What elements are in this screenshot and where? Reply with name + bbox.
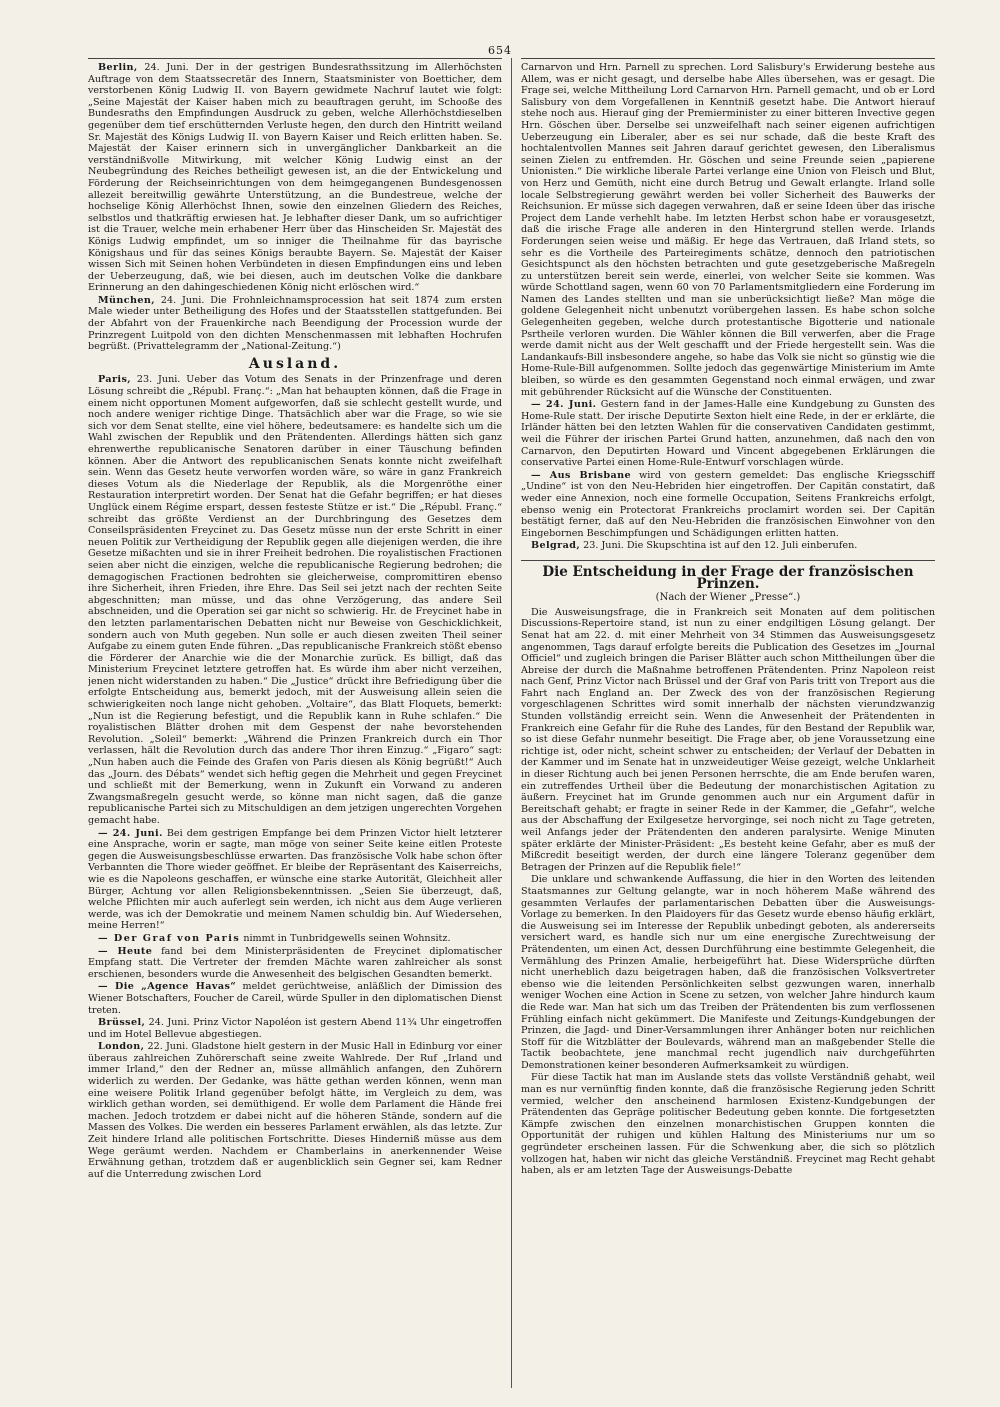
paragraph-text: 24. Juni. Der in der gestrigen Bundesrathssitzung im Allerhöchsten Auftrage von dem Staatssecretär des Innern, Staatsminister von Boetticher, dem verstorbenen König Ludwig II. von Bayern gewidmete Nachruf lautet wie folgt: „Seine Majestät der Kaiser haben mich zu beauftragen geruht, im Schooße des Bundesraths den Empfindungen Ausdruck zu geben, welche Allerhöchstdieselben gegenüber dem tief erschütternden Verluste hegen, den durch den Hintritt weiland Sr. Majestät des Königs Ludwig II. von Bayern Kaiser und Reich erlitten haben. Se. Majestät der Kaiser erinnern sich in unvergänglicher Dankbarkeit an die verständnißvolle Mitwirkung, mit welcher König Ludwig einst an der Neubegründung des Reiches betheiligt gewesen ist, an die der Entwickelung und Förderung der Reichseinrichtungen von dem heimgegangenen Bundesgenossen allezeit bereitwillig gewährte Unterstützung, an die Bundestreue, welche der hochselige König Allerhöchst Ihnen, sowie den einzelnen Gliedern des Reiches, selbstlos und thatkräftig erwiesen hat. Je lebhafter dieser Dank, um so aufrichtiger ist die Trauer, welche mein erhabener Herr über das Hinscheiden Sr. Majestät des Königs Ludwig empfindet, um so inniger die Theilnahme für das bayrische Königshaus und für das seines Königs beraubte Bayern. Se. Majestät der Kaiser wissen Sich mit Seinen hohen Verbündeten in diesen Empfindungen eins und leben der Ueberzeugung, daß, wie bei diesen, auch im deutschen Volke die dankbare Erinnerung an den dahingeschiedenen König nicht erlöschen wird.“ — [88, 62, 502, 294]
dateline: Berlin, — [98, 62, 138, 73]
top-rule — [521, 58, 935, 59]
dateline: — Aus Brisbane — [531, 469, 631, 481]
dateline: München, — [98, 294, 156, 306]
dateline: — Der Graf von Paris — [98, 932, 241, 944]
news-paragraph — [88, 1017, 502, 1040]
right-column — [521, 58, 935, 1398]
article-paragraph: Für diese Tactik hat man im Auslande stets das vollste Verständniß gehabt, weil man es nur vernünftig finden konnte, daß die französische Regierung jeden Schritt vermied, welcher den anscheinend harmlosen Existenz-Kundgebungen der Prätendenten das Gepräge politischer Bedeutung geben konnte. Die fortgesetzten Kämpfe zwischen den einzelnen monarchistischen Gruppen konnten die Opportunität der ruhigen und kühlen Haltung des Ministeriums nur um so gegründeter erscheinen lassen. Für die Schwenkung aber, die sich so plötzlich vollzogen hat, haben wir nicht das gleiche Verständniß. Freycinet mag Recht gehabt haben, als er am letzten Tage der Ausweisungs-Debatte — [521, 1072, 935, 1177]
page-number: 654 — [488, 44, 512, 57]
news-paragraph — [88, 946, 502, 981]
dateline: — 24. Juni. — [531, 399, 597, 411]
news-paragraph — [88, 981, 502, 1016]
left-column — [88, 58, 502, 1398]
paragraph-text: Gestern fand in der James-Halle eine Kundgebung zu Gunsten des Home-Rule statt. Der irische Deputirte Sexton hielt eine Rede, in der er erklärte, die Irländer hätten bei den letzten Wahlen für die conservativen Candidaten gestimmt, weil die Führer der irischen Partei Grund hatten, anzunehmen, daß nach den von Carnarvon, den Deputirten Howard und Vincent abgegebenen Erklärungen die conservative Partei einen Home-Rule-Entwurf vorschlagen würde. — [521, 399, 935, 469]
news-paragraph — [88, 295, 502, 353]
dateline: London, — [98, 1041, 145, 1053]
dateline: — 24. Juni. — [98, 827, 163, 839]
news-paragraph — [88, 62, 502, 294]
column-divider — [511, 58, 512, 1388]
dateline: Belgrad, — [531, 540, 581, 552]
paragraph-text: 24. Juni. Prinz Victor Napoléon ist gestern Abend 11¾ Uhr eingetroffen und im Hotel Bellevue abgestiegen. — [88, 1017, 502, 1040]
news-paragraph — [521, 399, 935, 469]
news-paragraph — [521, 470, 935, 540]
section-heading-ausland: Ausland. — [248, 355, 342, 372]
news-paragraph — [521, 62, 935, 398]
dateline: Paris, — [98, 374, 132, 386]
top-rule — [88, 58, 502, 59]
news-paragraph — [88, 828, 502, 932]
article-source: (Nach der Wiener „Presse“.) — [655, 592, 801, 604]
paragraph-text: nimmt in Tunbridgewells seinen Wohnsitz. — [243, 932, 451, 944]
dateline: — Heute — [98, 945, 153, 957]
dateline: — Die „Agence Havas“ — [98, 981, 237, 993]
paragraph-text: Bei dem gestrigen Empfange bei dem Prinzen Victor hielt letzterer eine Ansprache, worin er sagte, man möge von seiner Seite keine eitlen Proteste gegen die Ausweisungsbeschlüsse erwarten. Das französische Volk habe schon öfter Verbannten die Thore wieder geöffnet. Er bleibe der Repräsentant des Kaiserreichs, wie es die Napoleons geschaffen, er wünsche eine starke Autorität, Gleichheit aller Bürger, Achtung vor allen Religionsbekenntnissen. „Seien Sie überzeugt, daß, welche Pflichten mir auch auferlegt sein werden, ich nicht aus dem Auge verlieren werde, was ich der Demokratie und meinem Namen schuldig bin. Auf Wiedersehen, meine Herren!“ — [88, 827, 502, 932]
paragraph-text: wird von gestern gemeldet: Das englische Kriegsschiff „Undine“ ist von den Neu-Hebriden hier eingetroffen. Der Capitän constatirt, daß weder eine Annexion, noch eine formelle Occupation, Seitens Frankreichs erfolgt, ebenso wenig ein Protectorat Frankreichs proclamirt worden sei. Der Capitän bestätigt ferner, daß auf den Neu-Hebriden die französischen Einwohner von den Eingebornen Beschimpfungen und Schädigungen erlitten hatten. — [521, 469, 935, 539]
paragraph-text: meldet gerüchtweise, anläßlich der Dimission des Wiener Botschafters, Foucher de Careil, würde Spuller in den diplomatischen Dienst treten. — [88, 981, 502, 1016]
news-paragraph — [521, 540, 935, 552]
paragraph-text: 22. Juni. Gladstone hielt gestern in der Music Hall in Edinburg vor einer überaus zahlreichen Zuhörerschaft seine zweite Wahlrede. Der Ruf „Irland und immer Irland,“ den der Redner an, müsse allmählich anfangen, den Zuhörern widerlich zu werden. Der Gedanke, was hätte gethan werden können, wenn man eine weisere Politik Irland gegenüber befolgt hätte, im Vergleich zu dem, was wirklich gethan worden, sei demüthigend. Er wolle dem Parlament die Hände frei machen. Jedoch trotzdem er dabei nicht auf die höheren Stände, sondern auf die Massen des Volkes. Die werden ein besseres Parlament erwählen, als das letzte. Zur Zeit hindere Irland alle politischen Fortschritte. Dieses Hinderniß müsse aus dem Wege geräumt werden. Nachdem er Chamberlains in anerkennender Weise Erwähnung gethan, trotzdem daß er augenblicklich sein Gegner sei, kam Redner auf die Unterredung zwischen Lord — [88, 1041, 502, 1180]
dateline: Brüssel, — [98, 1017, 146, 1029]
news-paragraph — [88, 933, 502, 945]
article-paragraph: Die Ausweisungsfrage, die in Frankreich seit Monaten auf dem politischen Discussions-Repertoire stand, ist nun zu einer endgiltigen Lösung gelangt. Der Senat hat am 22. d. mit einer Mehrheit von 34 Stimmen das Ausweisungsgesetz angenommen, Tags darauf erfolgte bereits die Publication des Gesetzes im „Journal Officiel“ und zugleich bringen die Pariser Blätter auch schon Mittheilungen über die Abreise der durch die Maßnahme betroffenen Prätendenten. Prinz Napoleon reist nach Genf, Prinz Victor nach Brüssel und der Graf von Paris tritt von Treport aus die Fahrt nach England an. Der Zweck des von der französischen Regierung vorgeschlagenen Schrittes wird somit innerhalb der nächsten vierundzwanzig Stunden vollständig erreicht sein. Wenn die Anwesenheit der Prätendenten in Frankreich eine Gefahr für die Ruhe des Landes, für den Bestand der Republik war, so ist diese Gefahr nunmehr beseitigt. Die Frage aber, ob jene Voraussetzung eine richtige ist, oder nicht, scheint schwer zu entscheiden; der Verlauf der Debatten in der Kammer und im Senate hat in unzweideutiger Weise gezeigt, welche Unklarheit in dieser Richtung auch bei jenen Personen herrschte, die am Ende berufen waren, ein zutreffendes Urtheil über die Bedeutung der monarchistischen Agitation zu äußern. Freycinet hat im Grunde genommen auch nur ein Argument dafür in Bereitschaft gehabt; er fragte in seiner Rede in der Kammer, die „Gefahr“, welche aus der Abschaffung der Exilgesetze hervorginge, sei noch nicht zu Tage getreten, weil Anfangs jeder der Prätendenten den anderen paralysirte. Wenige Minuten später erklärte der Minister-Präsident: „Es besteht keine Gefahr, aber es muß der Mißcredit beseitigt werden, der durch eine längere Toleranz gegenüber dem Betragen der Prinzen auf die Republik fiele!“ — [521, 606, 935, 873]
news-paragraph — [88, 1041, 502, 1180]
paragraph-text: 23. Juni. Ueber das Votum des Senats in der Prinzenfrage und deren Lösung schreibt die „Républ. Franç.“: „Man hat behaupten können, daß die Frage in einem nicht opportunen Moment aufgeworfen, daß sie schlecht gestellt wurde, und noch andere weniger richtige Dinge. Thatsächlich aber war die Frage, so wie sie sich vor dem Senat stellte, eine viel höhere, bedeutsamere: es handelte sich um die Wahl zwischen der Republik und den Prätendenten. Allerdings hätten sich ganz ehrenwerthe republicanische Senatoren darüber in einer Täuschung befinden können. Aber die Antwort des republicanischen Senats konnte nicht zweifelhaft sein. Wenn das Gesetz heute verworfen worden wäre, so wäre in ganz Frankreich dieses Votum als die Niederlage der Republik, als die Morgenröthe einer Restauration interpretirt worden. Der Senat hat die Gefahr begriffen; er hat dieses Unglück einem Régime erspart, dessen festeste Stütze er ist.“ Die „Républ. Franç.“ schreibt das größte Verdienst an der Durchbringung des Gesetzes dem Conseilspräsidenten Freycinet zu. Das Gesetz müsse nun der erste Schritt in einer neuen Politik zur Vertheidigung der Republik gegen alle diejenigen werden, die ihre Gesetze mißachten und sie in ihrer Freiheit bedrohen. Die royalistischen Fractionen seien aber nicht die einzigen, welche die republicanische Regierung bedrohen; die demagogischen Fractionen bedrohten sie gleicherweise, compromittiren ebenso ihre Sicherheit, ihren Frieden, ihre Ehre. Das Seil sei jetzt nach der rechten Seite abgeschnitten; man müsse, und das ohne Verzögerung, das andere Seil abschneiden, und die Operation sei gar nicht so schwierig. Hr. de Freycinet habe in den letzten parlamentarischen Debatten nicht nur Beweise von Geschicklichkeit, sondern auch von Muth gegeben. Nun solle er auch diesen zweiten Theil seiner Aufgabe zu einem guten Ende führen. „Das republicanische Frankreich stößt ebenso die Förderer der Anarchie wie die der Monarchie zurück. Es billigt, daß das Ministerium Freycinet letztere getroffen hat. Es würde ihm aber nicht verzeihen, jenen nicht widerstanden zu haben.“ Die „Justice“ drückt ihre Befriedigung über die erfolgte Entscheidung aus, bemerkt jedoch, mit der Ausweisung allein seien die schwierigkeiten noch lange nicht gehoben. „Voltaire“, das Blatt Floquets, bemerkt: „Nun ist die Regierung befestigt, und die Republik kann in Ruhe schlafen.“ Die royalistischen Blätter drohen mit dem Gespenst der nahe bevorstehenden Revolution. „Soleil“ bemerkt: „Während die Prinzen Frankreich durch ein Thor verlassen, hält die Revolution durch das andere Thor ihren Einzug.“ „Figaro“ sagt: „Nun haben auch die Feinde des Grafen von Paris diesen als König begrüßt!“ Auch das „Journ. des Débats“ wendet sich heftig gegen die Mehrheit und gegen Freycinet und schließt mit der Bemerkung, wenn in Zukunft ein Vorwand zu anderen Zwangsmaßregeln gesucht werde, so könne man nicht sagen, daß die ganze republicanische Partei sich zu Mitschuldigen an dem jetzigen ungerechten Vorgehen gemacht habe. — [88, 374, 502, 826]
paragraph-text: 24. Juni. Die Frohnleichnamsprocession hat seit 1874 zum ersten Male wieder unter Betheiligung des Hofes und der Staatsstellen stattgefunden. Bei der Abfahrt von der Frauenkirche nach Beendigung der Procession wurde der Prinzregent Luitpold von den dichten Menschenmassen mit lebhaften Hochrufen begrüßt. (Privattelegramm der „National-Zeitung.“) — [88, 294, 502, 353]
article-paragraph: Die unklare und schwankende Auffassung, die hier in den Worten des leitenden Staatsmannes zur Geltung gelangte, war in noch höherem Maße während des gesammten Verlaufes der parlamentarischen Debatten über die Ausweisungs-Vorlage zu bemerken. In den Plaidoyers für das Gesetz wurde ebenso häufig erklärt, die Ausweisung sei im Interesse der Republik unbedingt geboten, als andererseits versichert ward, es handle sich nur um eine energische Zurechtweisung der Prätendenten, um einen Act, dessen Durchführung eine bestimmte Gelegenheit, die Vermählung des Prinzen Amalie, herbeigeführt hat. Diese Widersprüche dürften nicht unerheblich dazu beigetragen haben, daß die französischen Volksvertreter ebenso wie die leitenden Persönlichkeiten selbst gezwungen waren, innerhalb weniger Wochen eine Action in Scene zu setzen, von welcher Jahre hindurch kaum die Rede war. Man hat sich um das Treiben der Prätendenten bis zum verflossenen Frühling einfach nicht gekümmert. Die Manifeste und Zeitungs-Kundgebungen der Prinzen, die Jagd- und Diner-Versammlungen ihrer Anhänger boten nur reichlichen Stoff für die Witzblätter der Boulevards, während man an maßgebender Stelle die Tactik beobachtete, jene manchmal recht jugendlich naiv durchgeführten Demonstrationen keiner besonderen Aufmerksamkeit zu würdigen. — [521, 874, 935, 1071]
article-heading: Die Entscheidung in der Frage der französischen Prinzen. — [521, 560, 935, 590]
paragraph-text: fand bei dem Ministerpräsidenten de Freycinet diplomatischer Empfang statt. Die Vertreter der fremden Mächte waren zahlreicher als sonst erschienen, besonders wurde die Anwesenheit des belgischen Gesandten bemerkt. — [88, 945, 502, 980]
news-paragraph — [88, 374, 502, 826]
paragraph-text: 23. Juni. Die Skupschtina ist auf den 12. Juli einberufen. — [583, 540, 858, 552]
paragraph-text: Carnarvon und Hrn. Parnell zu sprechen. Lord Salisbury's Erwiderung bestehe aus Allem, was er nicht gesagt, und derselbe habe Alles übersehen, was er gesagt. Die Frage sei, welche Mittheilung Lord Carnarvon Hrn. Parnell gemacht, und ob er Lord Salisbury von dem Vorgefallenen in Kenntniß gesetzt habe. Die Antwort hierauf stehe noch aus. Hierauf ging der Premierminister zu einer bitteren Invective gegen Hrn. Göschen über. Derselbe sei unzweifelhaft nach seiner eigenen aufrichtigen Ueberzeugung ein Liberaler, aber es sei nur schade, daß die beste Kraft des hochtalentvollen Mannes seit Jahren darauf gerichtet gewesen, den Liberalismus seinen Zielen zu entfremden. Hr. Göschen und seine Freunde seien „papierene Unionisten.“ Die wirkliche liberale Partei verlange eine Union von Fleisch und Blut, von Herz und Gemüth, nicht eine durch Betrug und Gewalt erlangte. Irland solle locale Selbstregierung gewährt werden bei voller Sicherheit des Bauwerks der Reichsunion. Er müsse sich dagegen verwahren, daß er seine Ideen über das irische Project dem Lande verhehlt habe. Im letzten Herbst schon habe er vorausgesetzt, daß die irische Frage alle anderen in den Hintergrund stellen werde. Irlands Forderungen seien weise und mäßig. Er hege das Vertrauen, daß Irland stets, so sehr es die Vortheile des Parteiregiments schätze, dennoch den patriotischen Gesichtspunct als den höchsten betrachten und gute gesetzgeberische Maßregeln zu unterstützen bereit sein werde, einerlei, von welcher Seite sie kommen. Was würde Schottland sagen, wenn 60 von 70 Parlamentsmitgliedern eine Forderung im Namen des Landes stellten und man sie unberücksichtigt ließe? Man möge die goldene Gelegenheit nicht unbenutzt vorübergehen lassen. Es habe schon solche Gelegenheiten gegeben, welche durch protestantische Bigotterie und nationale Psrtheile verloren wurden. Die Wähler können die Bill verwerfen, aber die Frage werde damit nicht aus der Welt geschafft und der Friede hergestellt sein. Was die Landankaufs-Bill insbesondere angehe, so habe das Volk sie nicht so günstig wie die Home-Rule-Bill aufgenommen. Sollte jedoch das gegenwärtige Ministerium im Amte bleiben, so würde es den gesammten Gegenstand noch einmal erwägen, und zwar mit gebührender Rücksicht auf die Wünsche der Constituenten. — [521, 62, 935, 398]
